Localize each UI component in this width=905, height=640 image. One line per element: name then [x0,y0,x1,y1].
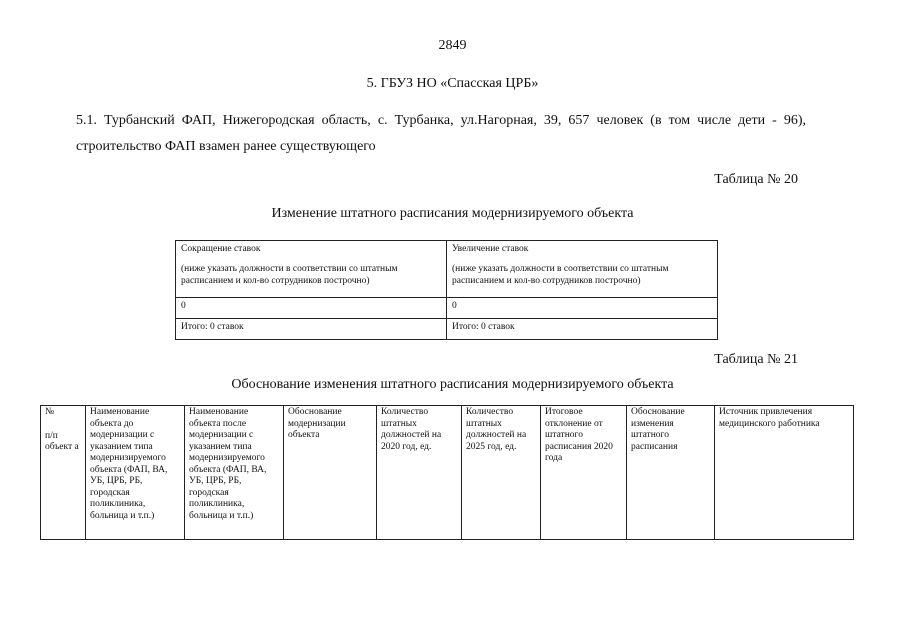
increase-header: Увеличение ставок [452,244,529,254]
col-source-header: Источник привлечения медицинского работника [715,406,854,540]
col-name-before-header: Наименование объекта до модернизации с указанием типа модернизируемого объекта (ФАП, ВА, УБ, ЦРБ, РБ, городская поликлиника, больница и т.п.) [86,406,185,540]
section-title: 5. ГБУЗ НО «Спасская ЦРБ» [366,76,539,91]
col-change-reason-header: Обоснование изменения штатного расписания [627,406,715,540]
col-number-header [41,406,86,540]
col-staff-2020-header: Количество штатных должностей на 2020 год, ед. [377,406,462,540]
table-20-caption: Таблица № 20 [714,172,798,187]
col-name-after-header: Наименование объекта после модернизации с указанием типа модернизируемого объекта (ФАП, ВА, УБ, ЦРБ, РБ, городская поликлиника, больница и т.п.) [185,406,284,540]
reduction-total: Итого: 0 ставок [176,319,447,340]
reduction-header-cell [176,241,447,298]
increase-note: (ниже указать должности в соответствии со штатным расписанием и кол-во сотрудников построчно) [452,264,669,286]
col-deviation-header: Итоговое отклонение от штатного расписания 2020 года [541,406,627,540]
reduction-header: Сокращение ставок [181,244,261,254]
increase-header-cell [447,241,718,298]
increase-value: 0 [447,298,718,319]
page-number: 2849 [438,38,467,53]
table-21-caption: Таблица № 21 [714,352,798,367]
object-description: 5.1. Турбанский ФАП, Нижегородская область, с. Турбанка, ул.Нагорная, 39, 657 человек (в том числе дети - 96), строительство ФАП взамен ранее существующего [76,113,806,154]
justification-table [40,405,854,540]
staff-change-table [175,240,718,340]
reduction-value: 0 [176,298,447,319]
reduction-note: (ниже указать должности в соответствии со штатным расписанием и кол-во сотрудников построчно) [181,264,398,286]
increase-total: Итого: 0 ставок [447,319,718,340]
col-number-label: п/п объект а [45,430,79,452]
table-21-title: Обоснование изменения штатного расписания модернизируемого объекта [231,377,674,392]
col-modernization-reason-header: Обоснование модернизации объекта [284,406,377,540]
col-number-symbol: № [45,407,55,417]
col-staff-2025-header: Количество штатных должностей на 2025 год, ед. [462,406,541,540]
table-20-title: Изменение штатного расписания модернизируемого объекта [271,206,634,221]
